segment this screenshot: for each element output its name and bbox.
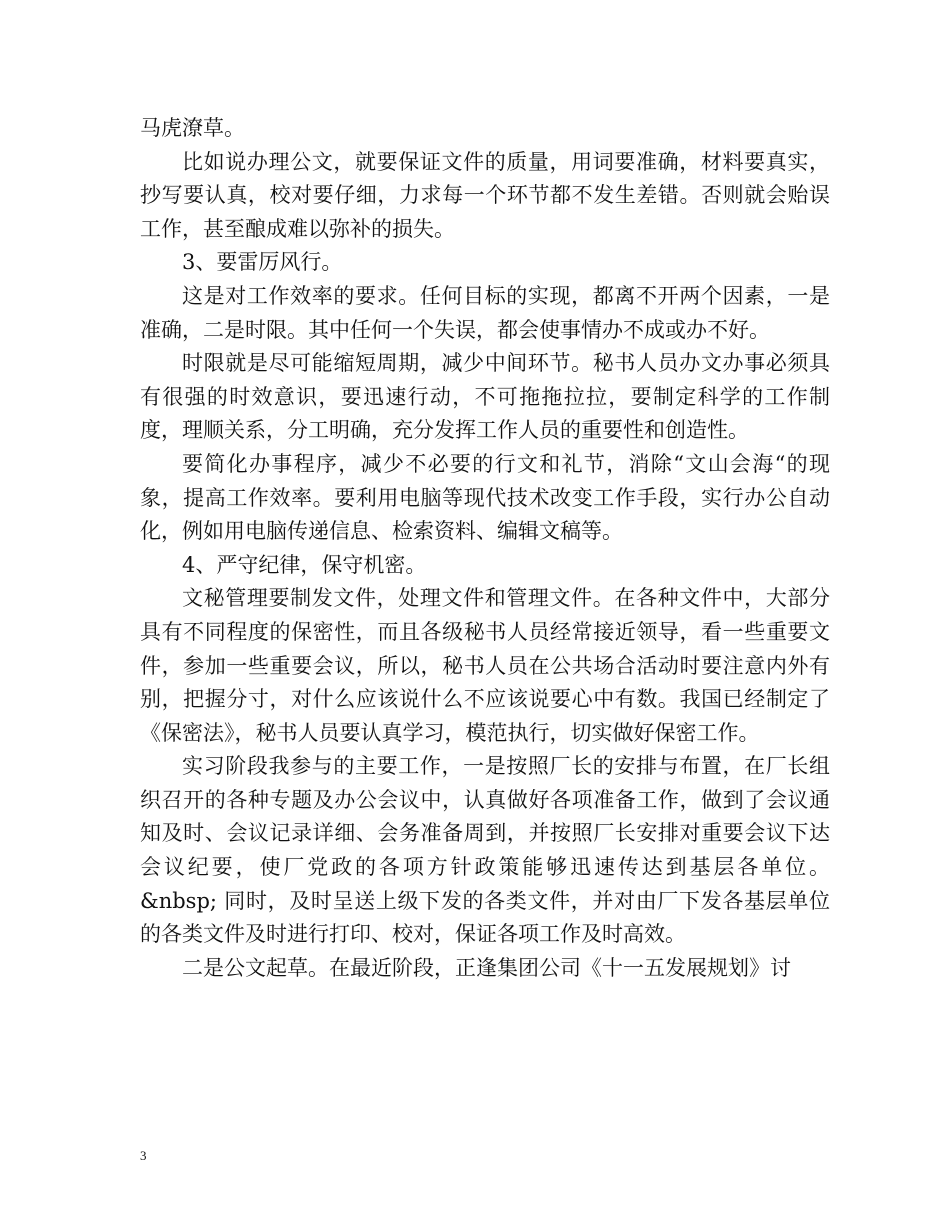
paragraph-9: 实习阶段我参与的主要工作，一是按照厂长的安排与布置，在厂长组织召开的各种专题及办公会议中，认真做好各项准备工作，做到了会议通知及时、会议记录详细、会务准备周到，并按照厂长安排对重要会议下达会议纪要，使厂党政的各项方针政策能够迅速传达到基层各单位。 &nbsp; 同时，及时呈送上级下发的各类文件，并对由厂下发各基层单位的各类文件及时进行打印、校对，保证各项工作及时高效。 <box>140 754 830 947</box>
section-heading-4: 4、严守纪律，保守机密。 <box>182 552 427 577</box>
document-body <box>140 112 830 985</box>
paragraph-2: 比如说办理公文，就要保证文件的质量，用词要准确，材料要真实，抄写要认真，校对要仔细，力求每一个环节都不发生差错。否则就会贻误工作，甚至酿成难以弥补的损失。 <box>140 149 830 241</box>
paragraph-6: 要简化办事程序，减少不必要的行文和礼节，消除“文山会海“的现象，提高工作效率。要利用电脑等现代技术改变工作手段，实行办公自动化，例如用电脑传递信息、检索资料、编辑文稿等。 <box>140 451 830 544</box>
section-heading-3: 3、要雷厉风行。 <box>182 250 343 275</box>
paragraph-5: 时限就是尽可能缩短周期，减少中间环节。秘书人员办文办事必须具有很强的时效意识，要迅速行动，不可拖拖拉拉，要制定科学的工作制度，理顺关系，分工明确，充分发挥工作人员的重要性和创造性。 <box>140 351 830 443</box>
page-number: 3 <box>140 1148 147 1163</box>
paragraph-1: 马虎潦草。 <box>140 116 245 140</box>
paragraph-4: 这是对工作效率的要求。任何目标的实现，都离不开两个因素，一是准确，二是时限。其中任何一个失误，都会使事情办不成或办不好。 <box>140 283 830 342</box>
paragraph-8: 文秘管理要制发文件，处理文件和管理文件。在各种文件中，大部分具有不同程度的保密性，而且各级秘书人员经常接近领导，看一些重要文件，参加一些重要会议，所以，秘书人员在公共场合活动时要注意内外有别，把握分寸，对什么应该说什么不应该说要心中有数。我国已经制定了《保密法》，秘书人员要认真学习，模范执行，切实做好保密工作。 <box>140 586 830 745</box>
paragraph-10: 二是公文起草。在最近阶段，正逢集团公司《十一五发展规划》讨 <box>182 955 791 980</box>
